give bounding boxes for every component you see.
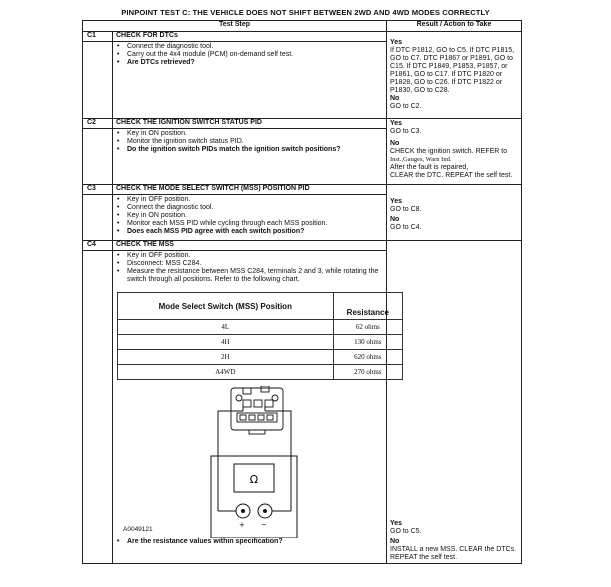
step-c3-heading-row	[83, 185, 522, 195]
table-cell: 4H	[118, 335, 334, 350]
connector-meter-diagram	[113, 386, 387, 538]
table-cell: 270 ohms	[333, 365, 402, 380]
table-cell: 4L	[118, 320, 334, 335]
list-item: • Key in ON position.	[127, 212, 386, 220]
step-code: C3	[83, 185, 113, 195]
no-action: CHECK the ignition switch. REFER to	[390, 148, 508, 155]
step-code: C1	[83, 32, 113, 42]
step-c4-heading-row	[83, 241, 522, 251]
table-cell: 62 ohms	[333, 320, 402, 335]
list-item: • Connect the diagnostic tool.	[127, 204, 386, 212]
table-header-row	[83, 21, 522, 32]
probe-leads	[218, 406, 291, 456]
resistance-table	[117, 292, 403, 380]
step-heading: CHECK THE IGNITION SWITCH STATUS PID	[113, 119, 387, 129]
minus-symbol: −	[261, 521, 267, 529]
multimeter-icon	[211, 456, 297, 538]
plus-symbol: +	[239, 521, 245, 529]
yes-label: Yes	[390, 198, 403, 205]
no-label: No	[390, 140, 400, 147]
step-c4-body	[113, 251, 387, 564]
yes-action: GO to C3.	[390, 128, 422, 135]
step-c2-heading-row	[83, 119, 522, 129]
step-c2-body	[113, 129, 387, 185]
step-code: C2	[83, 119, 113, 129]
wiring-figure	[113, 386, 386, 538]
step-heading: CHECK THE MODE SELECT SWITCH (MSS) POSITION PID	[113, 185, 387, 195]
step-c1-result	[387, 32, 522, 119]
list-item: • Measure the resistance between MSS C284, terminals 2 and 3, while rotating the switch through all positions. Refer to the following chart.	[127, 268, 386, 284]
table-row	[118, 320, 403, 335]
yes-label: Yes	[390, 39, 403, 46]
step-heading: CHECK FOR DTCs	[113, 32, 387, 42]
table-row	[118, 335, 403, 350]
no-action: GO to C4.	[390, 224, 422, 231]
list-item: • Key in OFF position.	[127, 252, 386, 260]
document-title: PINPOINT TEST C: THE VEHICLE DOES NOT SHIFT BETWEEN 2WD AND 4WD MODES CORRECTLY	[121, 8, 490, 17]
reference-text: Inst.,Gauges, Warn Ind.	[390, 156, 452, 163]
connector-icon	[231, 386, 283, 434]
no-action: INSTALL a new MSS. CLEAR the DTCs. REPEAT the self test.	[390, 546, 517, 561]
no-action-note: After the fault is repaired,	[390, 164, 469, 171]
result-header: Result / Action to Take	[387, 21, 522, 32]
list-item: • Monitor each MSS PID while cycling through each MSS position.	[127, 220, 386, 228]
yes-action: GO to C5.	[390, 528, 422, 535]
step-code: C4	[83, 241, 113, 251]
no-label: No	[390, 216, 400, 223]
step-c3-body	[113, 195, 387, 241]
step-c1-heading-row	[83, 32, 522, 42]
pinpoint-test-table	[82, 20, 522, 564]
list-item: • Disconnect: MSS C284.	[127, 260, 386, 268]
step-c1-body	[113, 42, 387, 119]
step-question: • Do the ignition switch PIDs match the ignition switch positions?	[127, 146, 386, 154]
step-question: • Does each MSS PID agree with each switch position?	[127, 228, 386, 236]
yes-label: Yes	[390, 520, 403, 527]
step-c3-result	[387, 185, 522, 241]
table-row	[118, 365, 403, 380]
ohm-symbol: Ω	[249, 473, 259, 486]
no-action-clear: CLEAR the DTC. REPEAT the self test.	[390, 172, 513, 179]
figure-id: A0049121	[123, 526, 153, 533]
yes-label: Yes	[390, 120, 403, 127]
resistance-header: Resistance	[333, 293, 402, 320]
list-item: • Connect the diagnostic tool.	[127, 43, 386, 51]
step-question: • Are the resistance values within specification?	[127, 538, 386, 546]
no-action: GO to C2.	[390, 103, 422, 110]
step-heading: CHECK THE MSS	[113, 241, 387, 251]
list-item: • Key in ON position.	[127, 130, 386, 138]
yes-action: If DTC P1812, GO to C5. If DTC P1815, GO to C7. DTC P1867 or P1891, GO to C15. If DTC P1849, P1853, P1857, or P1861, GO to C17. If DTC P1820 or P1828, GO to C26. If DTC P1822 or P1830, GO to C28.	[390, 47, 515, 94]
table-cell: 620 ohms	[333, 350, 402, 365]
yes-action: GO to C8.	[390, 206, 422, 213]
step-c4-result	[387, 241, 522, 564]
list-item: • Monitor the ignition switch status PID.	[127, 138, 386, 146]
list-item: • Key in OFF position.	[127, 196, 386, 204]
test-step-header: Test Step	[83, 21, 387, 32]
list-item: • Carry out the 4x4 module (PCM) on-demand self test.	[127, 51, 386, 59]
table-cell: 2H	[118, 350, 334, 365]
mss-position-header: Mode Select Switch (MSS) Position	[118, 293, 334, 320]
table-cell: A4WD	[118, 365, 334, 380]
no-label: No	[390, 95, 400, 102]
table-row	[118, 350, 403, 365]
no-label: No	[390, 538, 400, 545]
table-cell: 130 ohms	[333, 335, 402, 350]
step-question: • Are DTCs retrieved?	[127, 59, 386, 67]
step-c2-result	[387, 119, 522, 185]
